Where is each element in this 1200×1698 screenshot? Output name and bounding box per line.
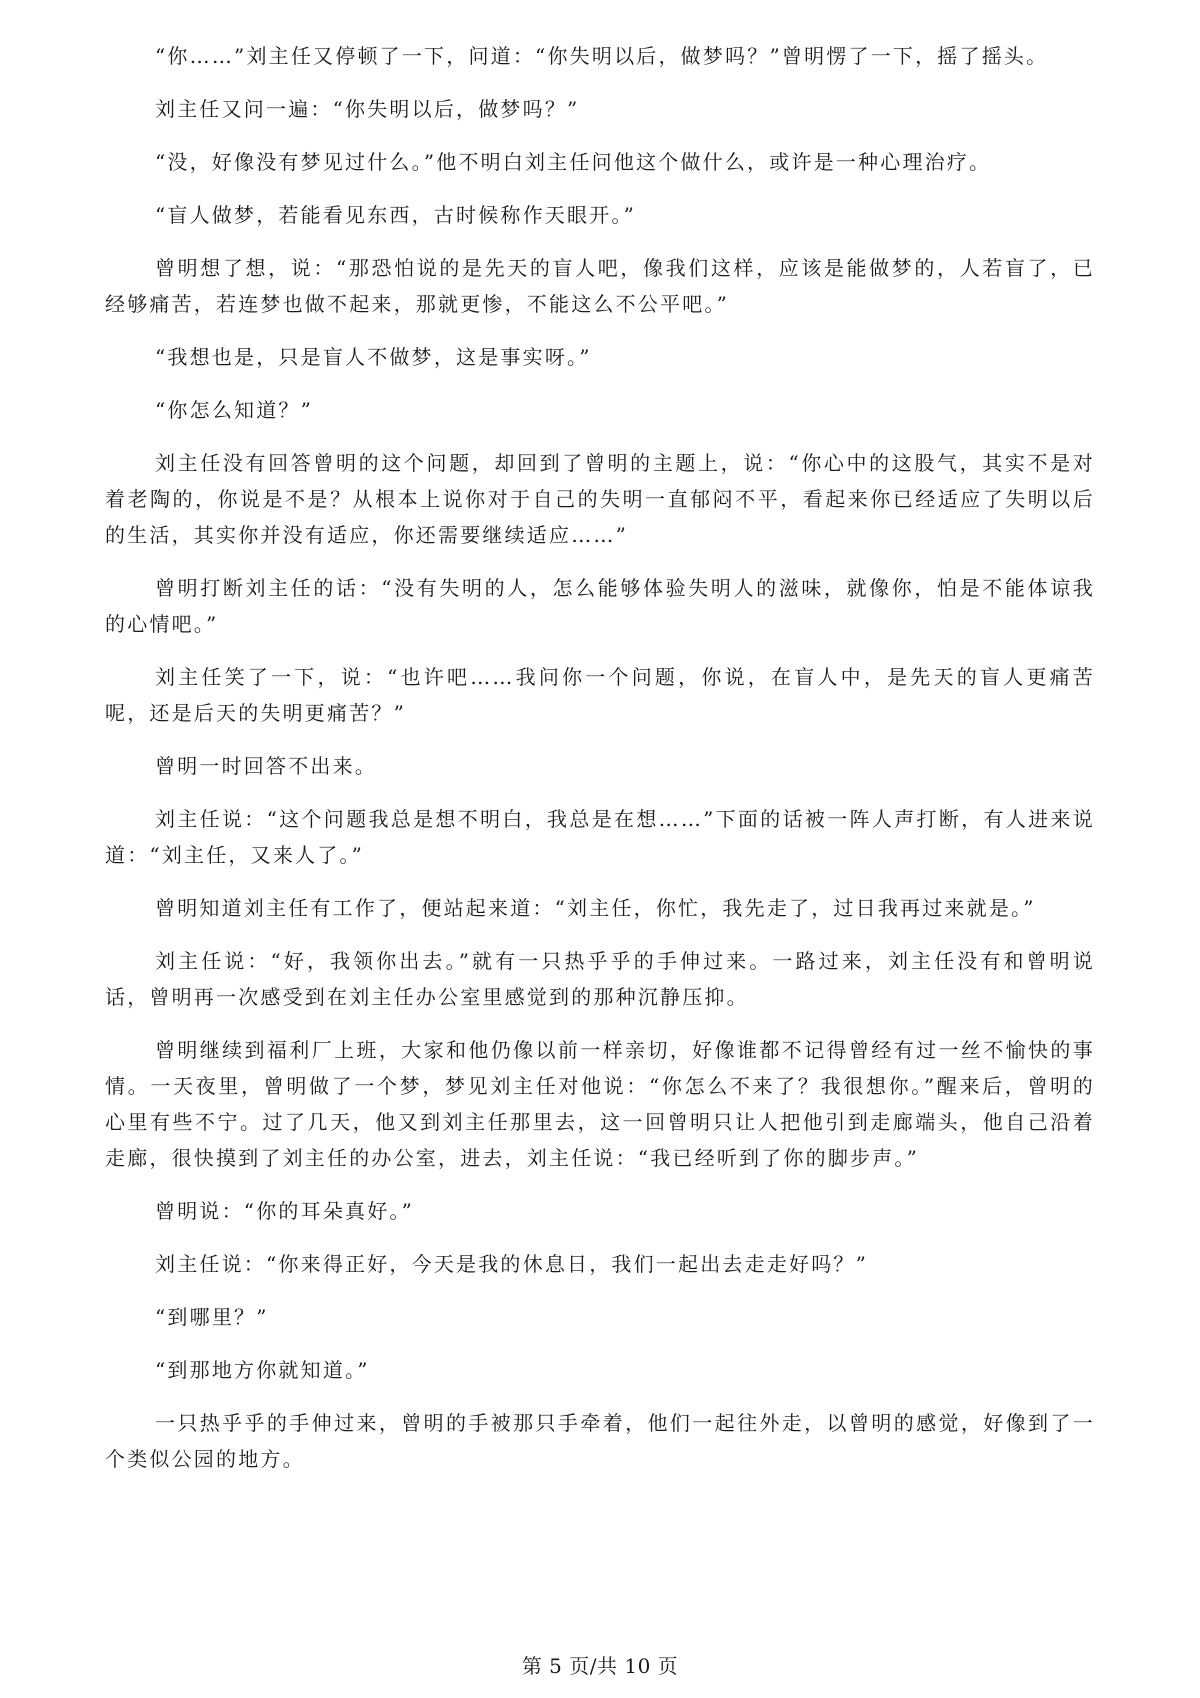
paragraph: 刘主任笑了一下，说：“也许吧……我问你一个问题，你说，在盲人中，是先天的盲人更痛苦呢，还是后天的失明更痛苦？” (105, 665, 1095, 725)
paragraph: 刘主任又问一遍：“你失明以后，做梦吗？” (155, 97, 580, 121)
paragraph: 一只热乎乎的手伸过来，曾明的手被那只手牵着，他们一起往外走，以曾明的感觉，好像到了一个类似公园的地方。 (105, 1411, 1095, 1471)
paragraph: 曾明说：“你的耳朵真好。” (155, 1199, 415, 1223)
paragraph: “盲人做梦，若能看见东西，古时候称作天眼开。” (155, 203, 637, 227)
paragraph: 曾明知道刘主任有工作了，便站起来道：“刘主任，你忙，我先走了，过日我再过来就是。” (155, 896, 1036, 920)
paragraph: “我想也是，只是盲人不做梦，这是事实呀。” (155, 345, 592, 369)
paragraph: “你怎么知道？” (155, 398, 314, 422)
paragraph: “到那地方你就知道。” (155, 1358, 370, 1382)
paragraph: 曾明想了想，说：“那恐怕说的是先天的盲人吧，像我们这样，应该是能做梦的，人若盲了，已经够痛苦，若连梦也做不起来，那就更惨，不能这么不公平吧。” (105, 256, 1095, 316)
paragraph: “到哪里？” (155, 1305, 269, 1329)
page-number-footer: 第 5 页/共 10 页 (521, 1654, 679, 1678)
paragraph: 刘主任说：“你来得正好，今天是我的休息日，我们一起出去走走好吗？” (155, 1252, 869, 1276)
paragraph: “没，好像没有梦见过什么。”他不明白刘主任问他这个做什么，或许是一种心理治疗。 (155, 150, 992, 174)
text-body (105, 38, 1095, 1494)
paragraph: 刘主任说：“这个问题我总是想不明白，我总是在想……”下面的话被一阵人声打断，有人进来说道：“刘主任，又来人了。” (105, 807, 1095, 867)
paragraph: 曾明继续到福利厂上班，大家和他仍像以前一样亲切，好像谁都不记得曾经有过一丝不愉快的事情。一天夜里，曾明做了一个梦，梦见刘主任对他说：“你怎么不来了？我很想你。”醒来后，曾明的心里有些不宁。过了几天，他又到刘主任那里去，这一回曾明只让人把他引到走廊端头，他自己沿着走廊，很快摸到了刘主任的办公室，进去，刘主任说：“我已经听到了你的脚步声。” (105, 1038, 1095, 1170)
paragraph: 曾明打断刘主任的话：“没有失明的人，怎么能够体验失明人的滋味，就像你，怕是不能体谅我的心情吧。” (105, 576, 1095, 636)
paragraph: 曾明一时回答不出来。 (155, 754, 377, 778)
paragraph: “你……”刘主任又停顿了一下，问道：“你失明以后，做梦吗？”曾明愣了一下，摇了摇头。 (155, 44, 1049, 68)
paragraph: 刘主任没有回答曾明的这个问题，却回到了曾明的主题上，说：“你心中的这股气，其实不是对着老陶的，你说是不是？从根本上说你对于自己的失明一直郁闷不平，看起来你已经适应了失明以后的生活，其实你并没有适应，你还需要继续适应……” (105, 451, 1095, 547)
paragraph: 刘主任说：“好，我领你出去。”就有一只热乎乎的手伸过来。一路过来，刘主任没有和曾明说话，曾明再一次感受到在刘主任办公室里感觉到的那种沉静压抑。 (105, 949, 1095, 1009)
